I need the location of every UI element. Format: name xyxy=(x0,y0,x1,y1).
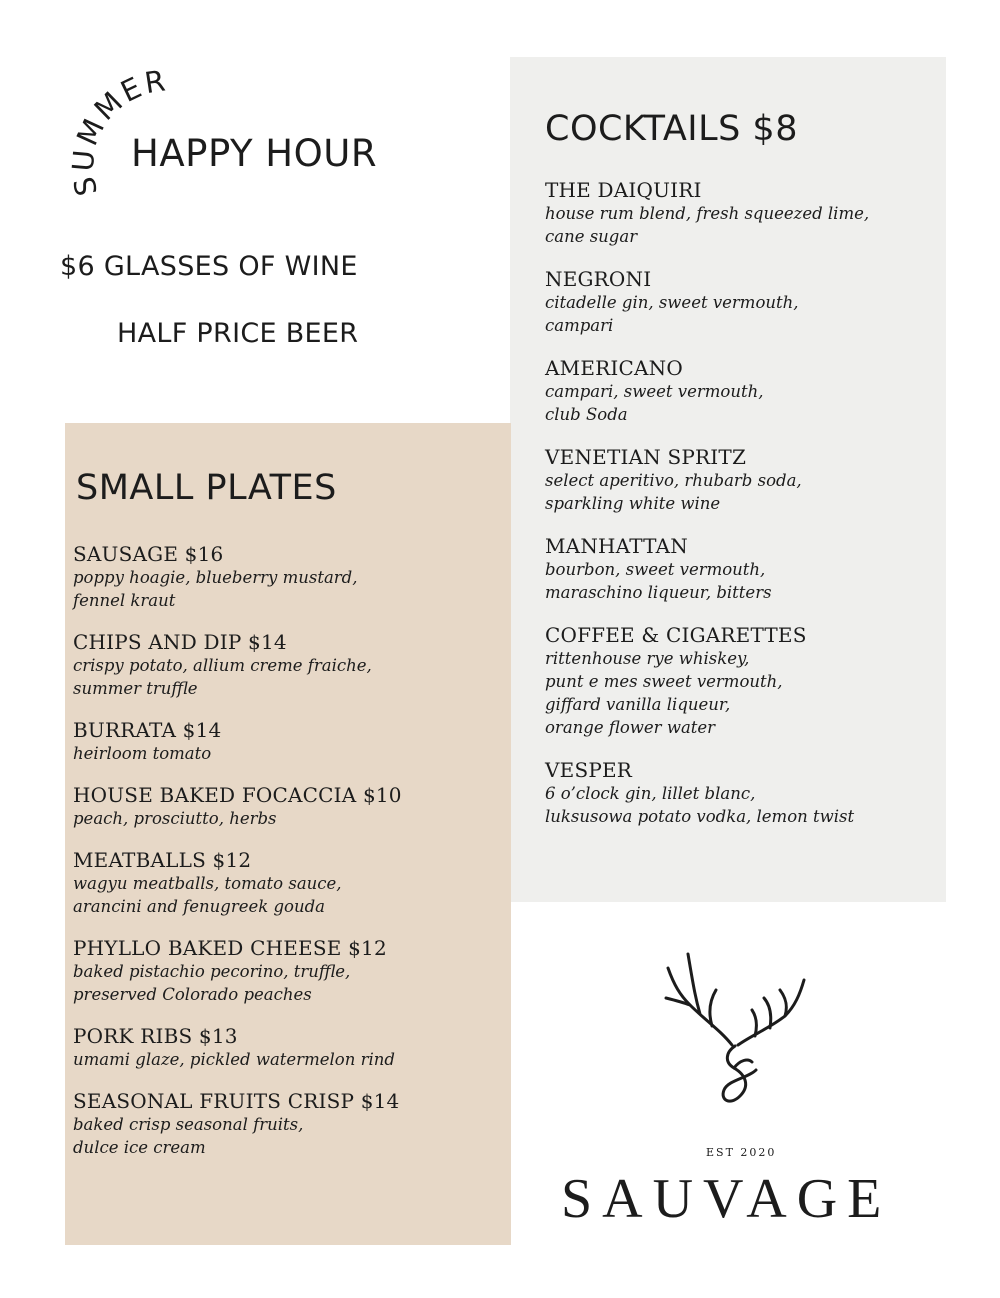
menu-item-name: BURRATA $14 xyxy=(73,718,222,742)
description-line: luksusowa potato vodka, lemon twist xyxy=(545,807,855,826)
svg-text:SUMMER xyxy=(66,63,171,199)
summer-arc-text xyxy=(40,55,220,205)
description-line: club Soda xyxy=(545,405,628,424)
established-year: EST 2020 xyxy=(706,1146,777,1159)
menu-item-name: CHIPS AND DIP $14 xyxy=(73,630,287,654)
menu-item-name: SAUSAGE $16 xyxy=(73,542,224,566)
description-line: peach, prosciutto, herbs xyxy=(73,809,277,828)
stag-antlers-icon xyxy=(660,950,810,1130)
menu-item xyxy=(73,936,508,1006)
menu-item-description xyxy=(545,291,940,337)
description-line: sparkling white wine xyxy=(545,494,721,513)
menu-item xyxy=(73,783,508,830)
menu-item xyxy=(545,267,940,337)
description-line: wagyu meatballs, tomato sauce, xyxy=(73,874,342,893)
happy-hour-title: HAPPY HOUR xyxy=(131,132,378,175)
menu-item-name: THE DAIQUIRI xyxy=(545,178,702,202)
menu-item-description xyxy=(545,647,940,739)
wine-offer: $6 GLASSES OF WINE xyxy=(60,251,358,282)
menu-item-description xyxy=(545,380,940,426)
description-line: citadelle gin, sweet vermouth, xyxy=(545,293,799,312)
menu-item-description xyxy=(73,1113,508,1159)
description-line: house rum blend, fresh squeezed lime, xyxy=(545,204,870,223)
menu-item-description xyxy=(73,1048,508,1071)
description-line: select aperitivo, rhubarb soda, xyxy=(545,471,802,490)
menu-item-description xyxy=(73,654,508,700)
menu-item-description xyxy=(73,960,508,1006)
description-line: cane sugar xyxy=(545,227,638,246)
brand-name: SAUVAGE xyxy=(561,1168,892,1230)
menu-item-name: PHYLLO BAKED CHEESE $12 xyxy=(73,936,387,960)
menu-item xyxy=(545,178,940,248)
menu-item-description xyxy=(73,872,508,918)
description-line: rittenhouse rye whiskey, xyxy=(545,649,750,668)
menu-item-name: MEATBALLS $12 xyxy=(73,848,252,872)
menu-item-name: VESPER xyxy=(545,758,633,782)
description-line: baked crisp seasonal fruits, xyxy=(73,1115,304,1134)
small-plates-panel xyxy=(65,423,511,1245)
menu-item-name: COFFEE & CIGARETTES xyxy=(545,623,807,647)
menu-item xyxy=(545,758,940,828)
description-line: umami glaze, pickled watermelon rind xyxy=(73,1050,395,1069)
menu-item-name: NEGRONI xyxy=(545,267,652,291)
menu-item xyxy=(73,630,508,700)
small-plates-list xyxy=(73,542,508,1177)
menu-item-description xyxy=(545,202,940,248)
description-line: crispy potato, allium creme fraiche, xyxy=(73,656,372,675)
description-line: 6 o’clock gin, lillet blanc, xyxy=(545,784,756,803)
description-line: campari, sweet vermouth, xyxy=(545,382,764,401)
description-line: giffard vanilla liqueur, xyxy=(545,695,731,714)
menu-item xyxy=(73,1089,508,1159)
menu-item-description xyxy=(545,469,940,515)
description-line: poppy hoagie, blueberry mustard, xyxy=(73,568,358,587)
menu-item-name: MANHATTAN xyxy=(545,534,688,558)
cocktails-panel xyxy=(510,57,946,902)
menu-item-name: HOUSE BAKED FOCACCIA $10 xyxy=(73,783,402,807)
menu-item xyxy=(545,356,940,426)
description-line: punt e mes sweet vermouth, xyxy=(545,672,783,691)
description-line: summer truffle xyxy=(73,679,198,698)
summer-word: SUMMER xyxy=(65,63,171,199)
beer-offer: HALF PRICE BEER xyxy=(117,318,359,349)
menu-item-description xyxy=(73,566,508,612)
menu-item xyxy=(73,542,508,612)
menu-item xyxy=(545,623,940,739)
menu-item-name: VENETIAN SPRITZ xyxy=(545,445,747,469)
menu-item-description xyxy=(73,807,508,830)
small-plates-title: SMALL PLATES xyxy=(76,468,337,508)
description-line: orange flower water xyxy=(545,718,716,737)
description-line: bourbon, sweet vermouth, xyxy=(545,560,766,579)
menu-item xyxy=(73,1024,508,1071)
menu-item xyxy=(545,534,940,604)
menu-item-description xyxy=(545,558,940,604)
menu-item-name: AMERICANO xyxy=(545,356,683,380)
menu-item-name: PORK RIBS $13 xyxy=(73,1024,238,1048)
description-line: preserved Colorado peaches xyxy=(73,985,312,1004)
description-line: campari xyxy=(545,316,614,335)
cocktail-list xyxy=(545,178,940,847)
menu-item xyxy=(73,848,508,918)
menu-item-description xyxy=(73,742,508,765)
cocktails-title: COCKTAILS $8 xyxy=(545,109,798,149)
menu-item-name: SEASONAL FRUITS CRISP $14 xyxy=(73,1089,400,1113)
menu-item xyxy=(73,718,508,765)
description-line: dulce ice cream xyxy=(73,1138,206,1157)
description-line: baked pistachio pecorino, truffle, xyxy=(73,962,351,981)
description-line: arancini and fenugreek gouda xyxy=(73,897,325,916)
description-line: heirloom tomato xyxy=(73,744,212,763)
description-line: fennel kraut xyxy=(73,591,176,610)
menu-item xyxy=(545,445,940,515)
description-line: maraschino liqueur, bitters xyxy=(545,583,772,602)
menu-item-description xyxy=(545,782,940,828)
